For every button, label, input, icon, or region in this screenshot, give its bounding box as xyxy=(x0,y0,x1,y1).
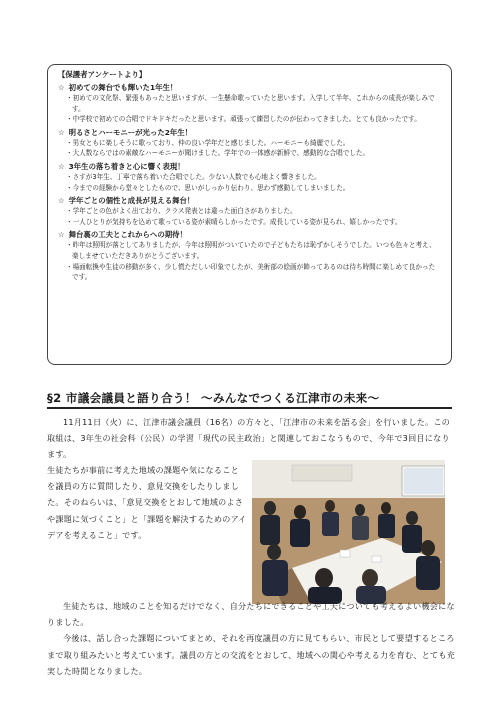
survey-comment: ・場面転換や生徒の移動が多く、少し慌ただしい印象でしたが、美術部の絵画が飾ってあるのは待ち時間に楽しめて良かったです。 xyxy=(66,262,436,282)
star-icon: ☆ xyxy=(58,161,65,171)
section2-paragraph-3-4 xyxy=(47,598,457,679)
meeting-photo xyxy=(252,460,445,604)
star-icon: ☆ xyxy=(58,83,65,92)
star-icon: ☆ xyxy=(58,196,65,206)
survey-section-title xyxy=(58,230,443,240)
star-icon: ☆ xyxy=(58,127,65,137)
section2-heading: §2 市議会議員と語り合う！ ～みんなでつくる江津市の未来～ xyxy=(47,389,452,409)
survey-comment: ・初めての文化祭、緊張もあったと思いますが、一生懸命歌っていたと思います。入学して半年、これからの成長が楽しみです。 xyxy=(66,94,435,113)
section-title-text: 3年生の落ち着きと心に響く表現！ xyxy=(68,161,185,171)
survey-comment: ・さすが3年生、丁寧で落ち着いた合唱でした。少ない人数でも心地よく響きました。 xyxy=(66,172,321,181)
section2-paragraph-1: 11月11日（火）に、江津市議会議員（16名）の方々と、「江津市の未来を語る会」を行いました。この取組は、3年生の社会科（公民）の学習「現代の民主政治」と関連しておこなうもので、今年で3回目になります。 xyxy=(47,417,451,460)
section2-paragraph-3: 生徒たちは、地域のことを知るだけでなく、自分たちにできることや工夫についても考えるよい機会になりました。 xyxy=(47,601,455,628)
survey-comment: ・中学校で初めての合唱でドキドキだったと思います。頑張って練習したのが伝わってきました。とても良かったです。 xyxy=(66,115,421,124)
section-title-text: 舞台裏の工夫とこれからへの期待！ xyxy=(68,230,187,240)
survey-comment: ・男女ともに楽しそうに歌っており、仲の良い学年だと感じました。ハーモニーも綺麗でした。 xyxy=(66,138,350,147)
meeting-photo-illustration xyxy=(252,460,445,604)
survey-section-title xyxy=(58,162,443,172)
section2-paragraph-4: 今後は、話し合った課題についてまとめ、それを再度議員の方に見てもらい、市民として要望するところまで取り組みたいと考えています。議員の方との交流をとおして、地域への関心や考える力を育む、とても充実した時間となりました。 xyxy=(47,633,456,676)
section2-paragraph-2: 生徒たちが事前に考えた地域の課題や気になることを議員の方に質問したり、意見交換をしたりしました。そのねらいは、「意見交換をとおして地域のよさや課題に気づくこと」と「課題を解決するためのアイデアを考えること」です。 xyxy=(47,465,247,540)
survey-section-title xyxy=(58,196,443,206)
survey-comment: ・学年ごとの色がよく出ており、クラス発表とは違った面白さがありました。 xyxy=(66,207,297,216)
section-title-text: 明るさとハーモニーが光った2年生！ xyxy=(68,127,193,137)
survey-comment: ・一人ひとりが気持ちを込めて歌っている姿が素晴らしかったです。成長している姿が見られ、嬉しかったです。 xyxy=(66,217,402,226)
section-title-text: 初めての舞台でも輝いた1年生！ xyxy=(68,83,178,92)
survey-comment: ・今までの経験から堂々としたもので、思いがしっかり伝わり、思わず感動してしまいました。 xyxy=(66,183,350,192)
survey-section-title xyxy=(58,128,443,138)
survey-section-title xyxy=(58,83,443,93)
section-title-text: 学年ごとの個性と成長が見える舞台！ xyxy=(68,196,195,206)
survey-title: 【保護者アンケートより】 xyxy=(58,70,147,79)
survey-comment: ・大人数ならではの素敵なハーモニーが聞けました。学年での一体感が新鮮で、感動的な合唱でした。 xyxy=(66,149,370,158)
survey-comment: ・昨年は照明が落としてありましたが、今年は照明がついていたので子どもたちは恥ずかしそうでした。いつも色々と考え、楽しませていただきありがとうございます。 xyxy=(66,241,436,260)
parent-survey-box xyxy=(47,64,452,365)
star-icon: ☆ xyxy=(58,230,65,240)
